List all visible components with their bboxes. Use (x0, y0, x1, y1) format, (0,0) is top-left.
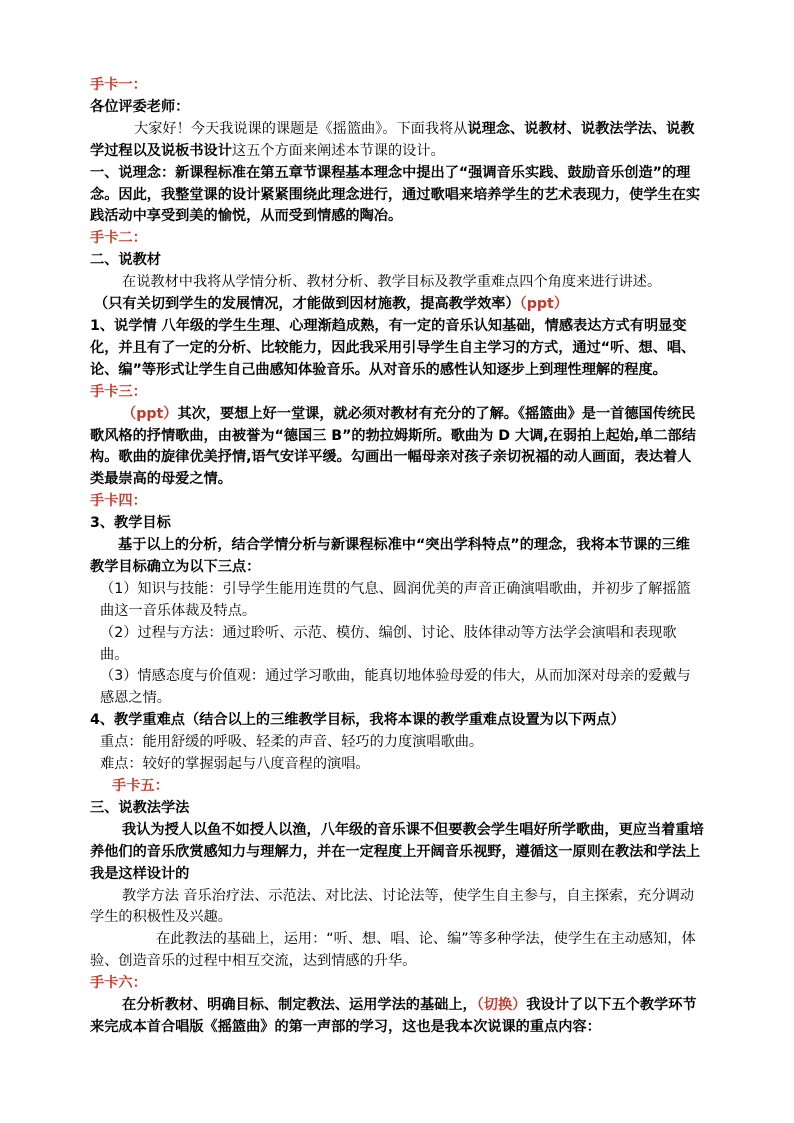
ppt-marker: （ppt） (519, 296, 569, 313)
teaching-goals-intro: 基于以上的分析，结合学情分析与新课程标准中“突出学科特点”的理念，我将本节课的三维教学目标确立为以下三点： (90, 537, 690, 575)
intro-paragraph (90, 119, 704, 163)
section-2-title: 二、说教材 (90, 252, 161, 269)
section-4-text-b: 我设计了以下五个教学环节来完成本首合唱版《摇篮曲》的第一声部的学习，这也是我本次说课的重点内容： (90, 997, 697, 1035)
difficult-point: 难点：较好的掌握弱起与八度音程的演唱。 (100, 756, 370, 773)
card-label-3: 手卡三： (90, 383, 147, 400)
card-label-5: 手卡五： (112, 778, 169, 794)
section-4-text-a: 在分析教材、明确目标、制定教法、运用学法的基础上， (122, 997, 477, 1014)
key-point: 重点：能用舒缓的呼吸、轻柔的声音、轻巧的力度演唱歌曲。 (100, 734, 484, 751)
ppt-marker: （ppt） (122, 405, 178, 422)
material-analysis-text: 其次，要想上好一堂课，就必须对教材有充分的了解。《摇篮曲》是一首德国传统民歌风格的抒情歌曲，由被誉为“德国三 B”的勃拉姆斯所。歌曲为 D 大调,在弱拍上起始,单二部结构。歌曲的旋律优美抒情,语气安详平缓。勾画出一幅母亲对孩子亲切祝福的动人画面，表达着人类最崇高的母爱之情。 (90, 405, 696, 488)
card-label-2: 手卡二： (90, 230, 147, 247)
section-3-intro: 我认为授人以鱼不如授人以渔，八年级的音乐课不但要教会学生唱好所学歌曲，更应当着重培养他们的音乐欣赏感知力与理解力，并在一定程度上开阔音乐视野，遵循这一原则在教法和学法上我是这样设计的 (90, 821, 704, 882)
section-2-intro: 在说教材中我将从学情分析、教材分析、教学目标及教学重难点四个角度来进行讲述。 (122, 274, 662, 291)
section-1-philosophy: 一、说理念：新课程标准在第五章节课程基本理念中提出了“强调音乐实践、鼓励音乐创造”的理念。因此，我整堂课的设计紧紧围绕此理念进行，通过歌唱来培养学生的艺术表现力，使学生在实践活动中享受到美的愉悦，从而受到情感的陶冶。 (90, 164, 701, 225)
teaching-goals-title: 3、教学目标 (90, 515, 171, 532)
goal-item: （1）知识与技能：引导学生能用连贯的气息、圆润优美的声音正确演唱歌曲，并初步了解摇篮曲这一音乐体裁及特点。 (100, 580, 691, 619)
card-label-4: 手卡四： (90, 493, 147, 510)
key-difficult-points-title: 4、教学重难点（结合以上的三维教学目标，我将本课的教学重难点设置为以下两点） (90, 712, 625, 729)
learning-methods: 在此教法的基础上，运用：“听、想、唱、论、编”等多种学法，使学生在主动感知，体验、创造音乐的过程中相互交流，达到情感的升华。 (90, 931, 696, 970)
document-body (90, 75, 704, 1039)
teaching-methods: 教学方法 音乐治疗法、示范法、对比法、讨论法等，使学生自主参与，自主探索，充分调动学生的积极性及兴趣。 (90, 887, 695, 926)
switch-marker: （切换） (476, 997, 527, 1014)
student-analysis: 1、说学情 八年级的学生生理、心理渐趋成熟，有一定的音乐认知基础，情感表达方式有明显变化，并且有了一定的分析、比较能力，因此我采用引导学生自主学习的方式，通过“听、想、唱、论、编”等形式让学生自己曲感知体验音乐。从对音乐的感性认知逐步上到理性理解的程度。 (90, 317, 696, 378)
goal-item: （3）情感态度与价值观：通过学习歌曲，能真切地体验母爱的伟大，从而加深对母亲的爱戴与感恩之情。 (100, 668, 691, 707)
goal-item: （2）过程与方法：通过聆听、示范、模仿、编创、讨论、肢体律动等方法学会演唱和表现歌曲。 (100, 624, 677, 663)
section-2-note (90, 294, 704, 316)
material-analysis (90, 404, 704, 492)
intro-text-b: 说理念、说教材、说教法学法、说教学过程以及说板书设计 (90, 120, 695, 159)
section-2-note-text: （只有关切到学生的发展情况，才能做到因材施教，提高教学效率） (94, 296, 520, 313)
section-4-intro (90, 995, 704, 1039)
greeting: 各位评委老师： (90, 98, 190, 115)
card-label-1: 手卡一： (90, 77, 147, 93)
card-label-6: 手卡六： (90, 975, 147, 992)
section-3-title: 三、说教法学法 (90, 799, 190, 816)
intro-text-a: 大家好！今天我说课的课题是《摇篮曲》。下面我将从 (134, 120, 468, 137)
intro-text-c: 这五个方面来阐述本节课的设计。 (231, 142, 445, 159)
